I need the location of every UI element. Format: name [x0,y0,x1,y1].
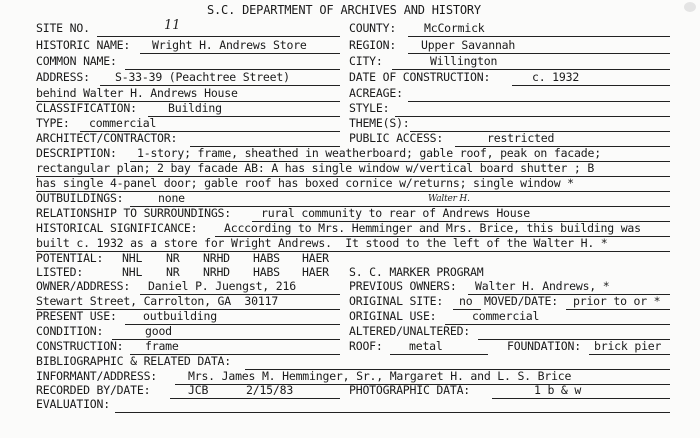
owner-address-line-2: Stewart Street, Carrolton, GA 30117 [36,294,279,308]
roof-line [390,354,488,355]
historical-significance-line-1: Acccording to Mrs. Hemminger and Mrs. Brice, this building was [224,221,641,235]
acreage-label: ACREAGE: [349,86,403,100]
evaluation-label: EVALUATION: [36,397,110,411]
relationship-insertion: Walter H. [428,194,470,204]
architect-label: ARCHITECT/CONTRACTOR: [36,131,178,145]
informant-address-label: INFORMANT/ADDRESS: [36,369,158,383]
relationship-label: RELATIONSHIP TO SURROUNDINGS: [36,206,231,220]
previous-owners-label: PREVIOUS OWNERS: [349,279,457,293]
description-rule-3 [36,191,670,192]
construction-label: CONSTRUCTION: [36,339,124,353]
county-label: COUNTY: [349,21,397,35]
form-title: S.C. DEPARTMENT OF ARCHIVES AND HISTORY [207,3,481,17]
relationship-value: rural community to rear of Andrews House [261,206,530,220]
historic-name-value: Wright H. Andrews Store [152,38,307,52]
listed-label: LISTED: [36,265,84,279]
acreage-line [408,101,670,102]
region-value: Upper Savannah [421,38,516,52]
historic-name-label: HISTORIC NAME: [36,38,131,52]
common-name-label: COMMON NAME: [36,54,117,68]
condition-value: good [145,324,172,338]
listed-option-nhl: NHL [122,265,143,279]
altered-label: ALTERED/UNALTERED: [349,324,471,338]
potential-label: POTENTIAL: [36,251,104,265]
style-label: STYLE: [349,101,390,115]
original-use-line [445,324,670,325]
outbuildings-value: none [158,191,185,205]
classification-value: Building [168,101,222,115]
date-of-construction-line [512,85,670,86]
county-line [408,36,670,37]
recorded-by-value: JCB [188,383,209,397]
date-of-construction-label: DATE OF CONSTRUCTION: [349,70,491,84]
original-site-label: ORIGINAL SITE: [349,294,444,308]
description-label: DESCRIPTION: [36,146,117,160]
photographic-data-line [492,398,670,399]
listed-option-nrhd: NRHD [203,265,230,279]
description-line-3: has single 4-panel door; gable roof has boxed cornice w/returns; single window * [36,176,574,190]
recorded-date-value: 2/15/83 [246,383,294,397]
site-no-line [97,36,340,37]
evaluation-line [115,412,670,413]
previous-owners-value: Walter H. Andrews, * [475,279,610,293]
type-label: TYPE: [36,116,70,130]
potential-option-nr: NR [166,251,180,265]
description-line-1: 1-story; frame, sheathed in weatherboard; gable roof, peak on facade; [137,146,601,160]
moved-date-value: prior to or * [573,294,661,308]
themes-label: THEME(S): [349,116,410,130]
site-no-label: SITE NO. [36,21,90,35]
potential-option-nhl: NHL [122,251,143,265]
address-value: S-33-39 (Peachtree Street) [115,70,290,84]
foundation-line [589,354,670,355]
listed-option-haer: HAER [302,265,329,279]
moved-date-label: MOVED/DATE: [484,294,558,308]
photographic-data-label: PHOTOGRAPHIC DATA: [349,383,471,397]
scan-mark [684,2,696,12]
recorded-by-label: RECORDED BY/DATE: [36,383,151,397]
public-access-value: restricted [487,131,555,145]
foundation-value: brick pier [594,339,662,353]
present-use-label: PRESENT USE: [36,309,117,323]
description-line-2: rectangular plan; 2 bay facade AB: A has single window w/vertical board shutter ; B [36,161,595,175]
owner-address-label: OWNER/ADDRESS: [36,279,131,293]
present-use-value: outbuilding [143,309,217,323]
marker-program-label: S. C. MARKER PROGRAM [349,265,484,279]
listed-option-nr: NR [166,265,180,279]
foundation-label: FOUNDATION: [507,339,581,353]
style-line [395,116,670,117]
date-of-construction-value: c. 1932 [532,70,580,84]
potential-option-nrhd: NRHD [203,251,230,265]
address-line-2: behind Walter H. Andrews House [36,86,238,100]
type-value: commercial [89,116,157,130]
recorded-by-line [170,398,340,399]
moved-date-line [566,309,670,310]
address-label: ADDRESS: [36,70,90,84]
photographic-data-value: 1 b & w [534,383,582,397]
original-site-value: no [459,294,473,308]
outbuildings-label: OUTBUILDINGS: [36,191,124,205]
historical-significance-line-2: built c. 1932 as a store for Wright Andrews. It stood to the left of the Walter H. * [36,236,608,250]
classification-line [148,116,340,117]
site-no-value: 11 [164,18,181,33]
region-label: REGION: [349,38,397,52]
county-value: McCormick [424,21,485,35]
city-value: Willington [430,54,498,68]
condition-label: CONDITION: [36,324,104,338]
classification-label: CLASSIFICATION: [36,101,137,115]
construction-value: frame [145,339,179,353]
roof-label: ROOF: [349,339,383,353]
owner-address-line-1: Daniel P. Juengst, 216 [148,279,296,293]
potential-option-habs: HABS [253,251,280,265]
listed-option-habs: HABS [253,265,280,279]
original-use-label: ORIGINAL USE: [349,309,437,323]
roof-value: metal [409,339,443,353]
historical-significance-label: HISTORICAL SIGNIFICANCE: [36,221,198,235]
historic-name-line [140,53,340,54]
bibliographic-label: BIBLIOGRAPHIC & RELATED DATA: [36,354,231,368]
public-access-label: PUBLIC ACCESS: [349,131,444,145]
original-use-value: commercial [472,309,540,323]
informant-address-value: Mrs. James M. Hemminger, Sr., Margaret H. and L. S. Brice [188,369,572,383]
city-label: CITY: [349,54,383,68]
potential-option-haer: HAER [302,251,329,265]
